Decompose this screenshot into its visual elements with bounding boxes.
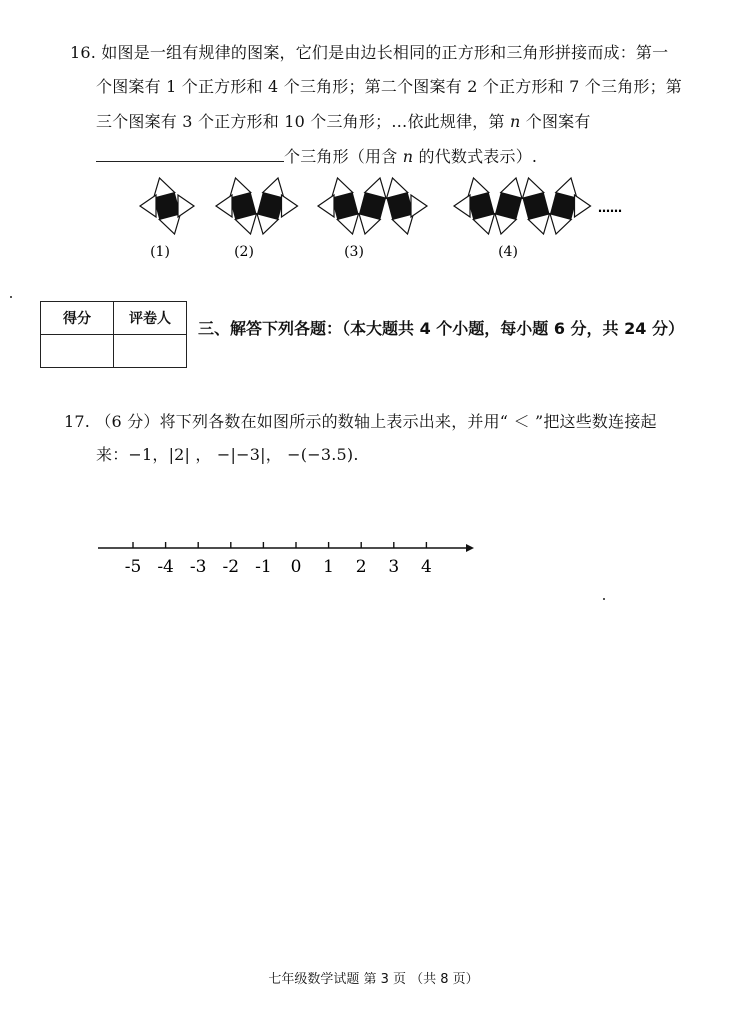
tick-label: -2 xyxy=(222,557,240,577)
grader-cell[interactable] xyxy=(114,335,187,368)
score-header: 得分 xyxy=(41,302,114,335)
pattern-figures xyxy=(0,170,747,270)
tick-label: 2 xyxy=(355,557,367,577)
var-n: n xyxy=(509,112,521,131)
q17-line-1: 17. （6 分）将下列各数在如图所示的数轴上表示出来，并用“ ＜ ”把这些数连接起 xyxy=(64,412,657,431)
q16-line-3a: 三个图案有 3 个正方形和 10 个三角形；…依此规律，第 xyxy=(96,112,510,131)
tick-label: 1 xyxy=(323,557,335,577)
var-n-2: n xyxy=(402,147,414,166)
grader-header: 评卷人 xyxy=(114,302,187,335)
figure-label: (3) xyxy=(344,244,364,260)
q16-line-4a: 个三角形（用含 xyxy=(284,147,403,166)
score-cell[interactable] xyxy=(41,335,114,368)
q16-line-4b: 的代数式表示）. xyxy=(413,147,538,166)
figure-label: (1) xyxy=(150,244,170,260)
figure-label: (4) xyxy=(498,244,518,260)
tick-label: 0 xyxy=(290,557,302,577)
answer-blank[interactable] xyxy=(96,146,284,162)
ellipsis-dots: …… xyxy=(598,201,622,215)
q16-line-4 xyxy=(96,144,537,167)
axis-arrow xyxy=(466,544,474,552)
score-table xyxy=(40,301,187,368)
figure-label: (2) xyxy=(234,244,254,260)
pattern-1 xyxy=(140,175,194,237)
scan-speck xyxy=(10,296,12,298)
tick-label: -1 xyxy=(255,557,272,577)
tick-label: 3 xyxy=(388,557,400,577)
q16-line-1: 16. 如图是一组有规律的图案，它们是由边长相同的正方形和三角形拼接而成：第一 xyxy=(70,43,669,62)
pattern-2 xyxy=(216,175,298,237)
tick-label: -5 xyxy=(124,557,142,577)
page-footer: 七年级数学试题 第 3 页 （共 8 页） xyxy=(268,972,479,987)
section-heading: 三、解答下列各题：（本大题共 4 个小题，每小题 6 分，共 24 分） xyxy=(198,319,684,338)
q16-line-3 xyxy=(96,109,591,132)
tick-label: 4 xyxy=(420,557,432,577)
pattern-3 xyxy=(318,175,427,237)
tick-label: -4 xyxy=(157,557,174,577)
pattern-4 xyxy=(454,175,591,237)
tick-label: -3 xyxy=(189,557,207,577)
number-line xyxy=(0,530,747,590)
scan-speck xyxy=(603,598,605,600)
q16-line-3b: 个图案有 xyxy=(520,112,591,131)
q16-line-2: 个图案有 1 个正方形和 4 个三角形；第二个图案有 2 个正方形和 7 个三角形；第 xyxy=(96,77,683,96)
q17-line-2: 来：−1，|2| ， −|−3|， −(−3.5). xyxy=(96,445,359,464)
